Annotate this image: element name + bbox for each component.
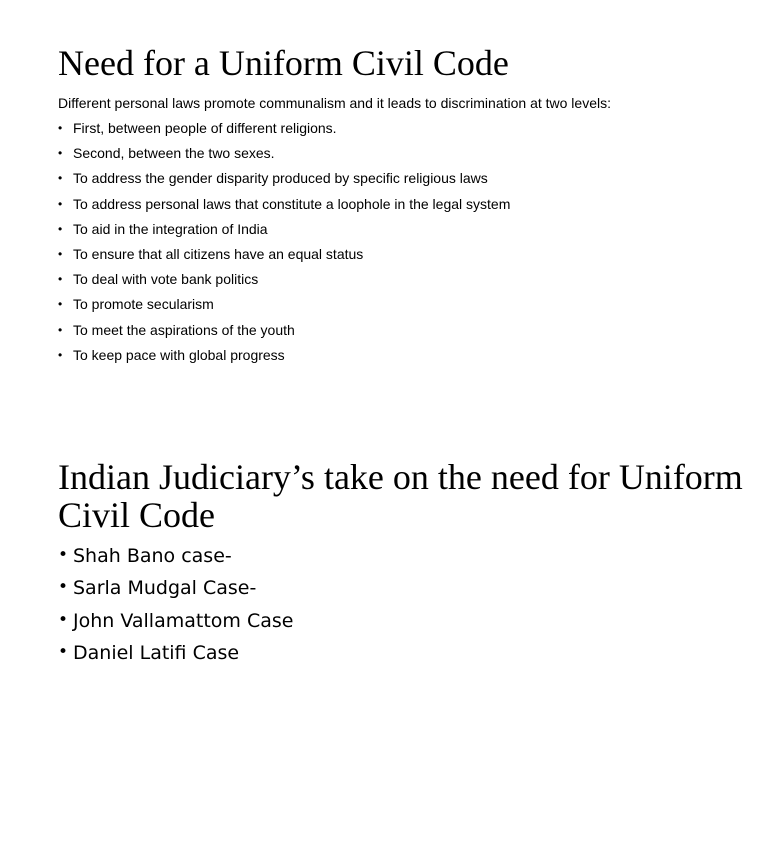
list-item <box>58 346 748 364</box>
reasons-list <box>58 119 748 364</box>
list-item <box>58 609 748 633</box>
list-item <box>58 169 748 187</box>
bullet-icon: • <box>58 121 63 135</box>
list-item-text: To meet the aspirations of the youth <box>73 321 295 338</box>
bullet-icon: • <box>58 272 63 287</box>
bullet-icon: • <box>58 246 63 261</box>
bullet-icon: • <box>58 297 63 312</box>
bullet-icon: • <box>58 221 63 236</box>
list-item <box>58 576 748 600</box>
list-item <box>58 544 748 568</box>
list-item-text: Daniel Latifi Case <box>73 642 240 665</box>
list-item-text: To deal with vote bank politics <box>73 271 259 288</box>
list-item-text: To aid in the integration of India <box>73 220 268 237</box>
list-item <box>58 270 748 288</box>
list-item-text: First, between people of different religions. <box>73 120 337 136</box>
bullet-icon: • <box>58 146 63 161</box>
slide-title: Indian Judiciary’s take on the need for Uniform Civil Code <box>58 457 743 535</box>
list-item-text: Second, between the two sexes. <box>73 145 275 162</box>
bullet-icon: • <box>58 322 63 337</box>
bullet-icon: • <box>58 545 69 565</box>
list-item <box>58 144 748 162</box>
list-item-text: To ensure that all citizens have an equal status <box>73 245 364 262</box>
list-item <box>58 321 748 339</box>
list-item-text: Shah Bano case- <box>73 545 232 567</box>
bullet-icon: • <box>58 577 69 598</box>
list-item <box>58 641 748 665</box>
list-item-text: Sarla Mudgal Case- <box>73 577 257 600</box>
list-item-text: To address the gender disparity produced by specific religious laws <box>73 170 488 187</box>
slide-title: Need for a Uniform Civil Code <box>58 43 509 83</box>
bullet-icon: • <box>58 642 69 663</box>
bullet-icon: • <box>58 196 63 211</box>
list-item <box>58 220 748 238</box>
list-item <box>58 295 748 313</box>
bullet-icon: • <box>58 609 69 630</box>
slide-uniform-civil-code-need <box>58 44 748 371</box>
list-item <box>58 119 748 137</box>
bullet-icon: • <box>58 171 63 186</box>
list-item-text: To address personal laws that constitute a loophole in the legal system <box>73 195 511 212</box>
list-item <box>58 245 748 263</box>
bullet-icon: • <box>58 347 63 362</box>
list-item-text: John Vallamattom Case <box>73 609 294 632</box>
slide-judiciary-take <box>58 458 748 674</box>
list-item-text: To promote secularism <box>73 296 214 313</box>
intro-text: Different personal laws promote communalism and it leads to discrimination at two levels: <box>58 95 611 111</box>
cases-list <box>58 544 748 665</box>
list-item-text: To keep pace with global progress <box>73 346 285 363</box>
list-item <box>58 195 748 213</box>
